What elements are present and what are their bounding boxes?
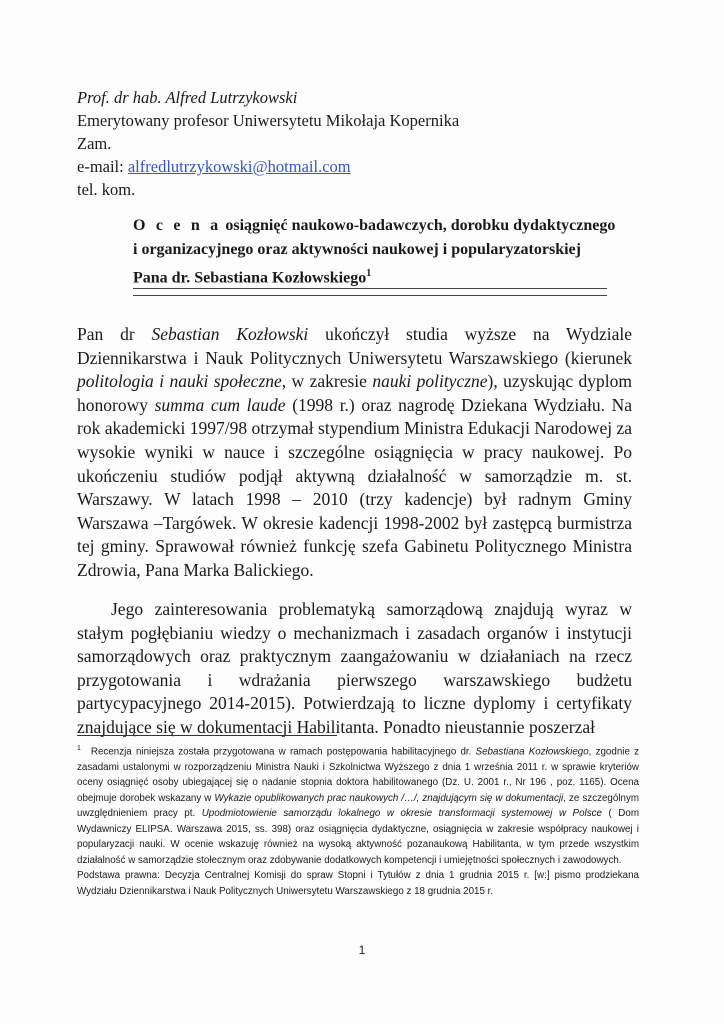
title-line-3 <box>133 262 623 290</box>
author-position: Emerytowany profesor Uniwersytetu Mikołaja Kopernika <box>77 111 460 130</box>
page-number: 1 <box>358 943 366 957</box>
email-label: e-mail: <box>77 157 128 176</box>
phone-label: tel. kom. <box>77 180 136 199</box>
footnote-body: $^1$ Recenzja niniejsza została przygotowana w ramach postępowania habilitacyjnego dr. Sebastiana Kozłowskiego, zgodnie z zasadami ustalonymi w rozporządzeniu Ministra Nauki i Szkolnictwa Wyższego z dnia 1 września 2011 r. w sprawie kryteriów oceny osiągnięć osoby ubiegającej się o nadanie stopnia doktora habilitowanego (Dz. U. 2001 r., Nr 196 , poz. 1165). Ocena obejmuje dorobek wskazany w Wykazie opublikowanych prac naukowych /…/, znajdującym się w dokumentacji, ze szczególnym uwzględnieniem pracy pt. Upodmiotowienie samorządu lokalnego w okresie transformacji systemowej w Polsce ( Dom Wydawniczy ELIPSA. Warszawa 2015, ss. 398) oraz osiągnięcia dydaktyczne, osiągnięcia w zakresie współpracy naukowej i popularyzacji nauki. W ocenie wskazuję również na wysoką aktywność pozanaukową Habilitanta, w tym przede wszystkim działalność w samorządzie stołecznym oraz zdobywanie dodatkowych kompetencji i umiejętności społecznych i zawodowych. <box>77 745 640 866</box>
author-name: Prof. dr hab. Alfred Lutrzykowski <box>77 88 298 107</box>
paragraph-2: Jego zainteresowania problematyką samorządową znajdują wyraz w stałym pogłębianiu wiedzy o mechanizmach i zasadach organów i instytucji samorządowych oraz praktycznym zaangażowaniu w działaniach na rzecz przygotowania i wdrażania pierwszego warszawskiego budżetu partycypacyjnego 2014-2015). Potwierdzają to liczne dyplomy i certyfikaty znajdujące się w dokumentacji Habilitanta. Ponadto nieustannie poszerzał <box>77 599 632 737</box>
title-line-1 <box>133 214 623 238</box>
footnote <box>77 741 639 899</box>
footnote-separator <box>77 735 337 736</box>
paragraph-1: Pan dr Sebastian Kozłowski ukończył studia wyższe na Wydziale Dziennikarstwa i Nauk Politycznych Uniwersytetu Warszawskiego (kierunek politologia i nauki społeczne, w zakresie nauki polityczne), uzyskując dyplom honorowy summa cum laude (1998 r.) oraz nagrodę Dziekana Wydziału. Na rok akademicki 1997/98 otrzymał stypendium Ministra Edukacji Narodowej za wysokie wyniki w nauce i szczególne osiągnięcia w pracy naukowej. Po ukończeniu studiów podjął aktywną działalność w samorządzie m. st. Warszawy. W latach 1998 – 2010 (trzy kadencje) był radnym Gminy Warszawa –Targówek. W okresie kadencji 1998-2002 był zastępcą burmistrza tej gminy. Sprawował również funkcję szefa Gabinetu Politycznego Ministra Zdrowia, Pana Marka Balickiego. <box>77 324 632 580</box>
email-line <box>77 155 537 178</box>
title-candidate-name: Pana dr. Sebastiana Kozłowskiego <box>133 269 367 287</box>
footnote-legal-basis: Podstawa prawna: Decyzja Centralnej Komisji do spraw Stopni i Tytułów z dnia 1 grudnia 2015 r. [w:] pismo prodziekana Wydziału Dziennikarstwa i Nauk Politycznych Uniwersytetu Warszawskiego z 18 grudnia 2015 r. <box>77 870 639 897</box>
document-title <box>133 214 623 290</box>
title-footnote-ref: 1 <box>366 268 372 279</box>
title-line-1-rest: osiągnięć naukowo-badawczych, dorobku dydaktycznego <box>221 217 616 234</box>
address-label: Zam. <box>77 134 112 153</box>
author-header <box>77 86 537 201</box>
title-line-2: i organizacyjnego oraz aktywności naukowej i popularyzatorskiej <box>133 241 581 258</box>
email-link[interactable]: alfredlutrzykowski@hotmail.com <box>127 157 351 176</box>
title-double-rule <box>133 288 607 296</box>
footnote-number: 1 <box>77 745 81 752</box>
title-spaced-word: O c e n a <box>133 217 222 234</box>
